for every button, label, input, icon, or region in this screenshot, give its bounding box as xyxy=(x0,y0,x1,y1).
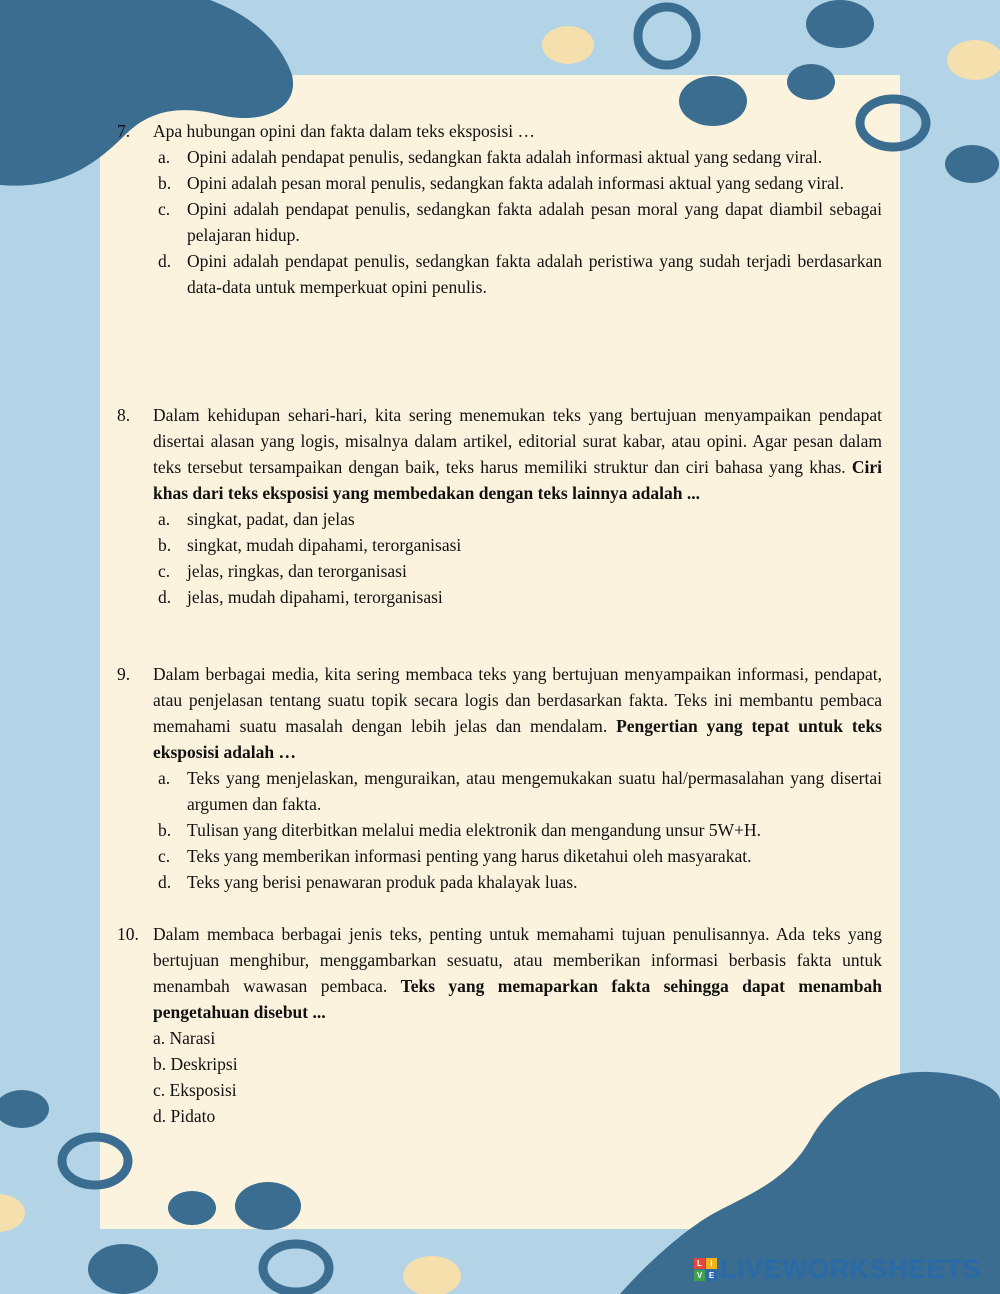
question-stem: Dalam membaca berbagai jenis teks, penting untuk memahami tujuan penulisannya. Ada teks yang bertujuan menghibur, menggambarkan sesuatu, atau memberikan informasi berbasis fakta untuk menambah wawasan pembaca. Teks yang memaparkan fakta sehingga dapat menambah pengetahuan disebut ... xyxy=(153,924,882,1022)
question-7 xyxy=(117,118,882,300)
options xyxy=(153,506,882,610)
logo-letter: I xyxy=(706,1258,717,1269)
question-9 xyxy=(117,661,882,895)
option-a[interactable]: a. Teks yang menjelaskan, menguraikan, atau mengemukakan suatu hal/permasalahan yang disertai argumen dan fakta. xyxy=(158,768,882,814)
option-c[interactable]: c. jelas, ringkas, dan terorganisasi xyxy=(158,561,407,581)
option-d[interactable]: d. Pidato xyxy=(153,1106,216,1126)
option-d[interactable]: d. jelas, mudah dipahami, terorganisasi xyxy=(158,587,443,607)
option-b[interactable]: b. Deskripsi xyxy=(153,1054,238,1074)
option-a[interactable]: a. Opini adalah pendapat penulis, sedangkan fakta adalah informasi aktual yang sedang viral. xyxy=(158,147,823,167)
question-number: 9. xyxy=(117,664,131,684)
liveworksheets-logo[interactable] xyxy=(694,1254,981,1284)
question-number: 8. xyxy=(117,405,131,425)
option-a[interactable]: a. singkat, padat, dan jelas xyxy=(158,509,355,529)
question-prompt: Ciri khas dari teks eksposisi yang membedakan dengan teks lainnya adalah ... xyxy=(153,457,882,503)
option-d[interactable]: d. Teks yang berisi penawaran produk pada khalayak luas. xyxy=(158,872,578,892)
question-number: 10. xyxy=(117,924,139,944)
option-d[interactable]: d. Opini adalah pendapat penulis, sedangkan fakta adalah peristiwa yang sudah terjadi berdasarkan data-data untuk memperkuat opini penulis. xyxy=(158,251,882,297)
question-stem: Apa hubungan opini dan fakta dalam teks eksposisi … xyxy=(153,121,536,141)
logo-letter: E xyxy=(706,1270,717,1281)
options xyxy=(153,765,882,895)
option-b[interactable]: b. singkat, mudah dipahami, terorganisasi xyxy=(158,535,462,555)
logo-wordmark: LIVEWORKSHEETS xyxy=(720,1253,981,1284)
question-prompt: Pengertian yang tepat untuk teks eksposisi adalah … xyxy=(153,716,882,762)
option-c[interactable]: c. Opini adalah pendapat penulis, sedangkan fakta adalah pesan moral yang dapat diambil sebagai pelajaran hidup. xyxy=(158,199,882,245)
question-stem: Dalam kehidupan sehari-hari, kita sering menemukan teks yang bertujuan menyampaikan pendapat disertai alasan yang logis, misalnya dalam artikel, editorial surat kabar, atau opini. Agar pesan dalam teks tersebut tersampaikan dengan baik, teks harus memiliki struktur dan ciri bahasa yang khas. Ciri khas dari teks eksposisi yang membedakan dengan teks lainnya adalah ... xyxy=(153,405,882,503)
logo-letter: V xyxy=(694,1270,705,1281)
option-c[interactable]: c. Eksposisi xyxy=(153,1080,237,1100)
question-number: 7. xyxy=(117,121,131,141)
options xyxy=(153,144,882,300)
logo-letter: L xyxy=(694,1258,705,1269)
option-b[interactable]: b. Opini adalah pesan moral penulis, sedangkan fakta adalah informasi aktual yang sedang viral. xyxy=(158,173,845,193)
options xyxy=(153,1025,882,1129)
option-b[interactable]: b. Tulisan yang diterbitkan melalui media elektronik dan mengandung unsur 5W+H. xyxy=(158,820,761,840)
option-a[interactable]: a. Narasi xyxy=(153,1028,216,1048)
question-prompt: Teks yang memaparkan fakta sehingga dapat menambah pengetahuan disebut ... xyxy=(153,976,882,1022)
logo-mark xyxy=(694,1258,717,1281)
question-stem: Dalam berbagai media, kita sering membaca teks yang bertujuan menyampaikan informasi, pendapat, atau penjelasan tentang suatu topik secara logis dan berdasarkan fakta. Teks ini membantu pembaca memahami suatu masalah dengan lebih jelas dan mendalam. Pengertian yang tepat untuk teks eksposisi adalah … xyxy=(153,664,882,762)
question-8 xyxy=(117,402,882,610)
option-c[interactable]: c. Teks yang memberikan informasi penting yang harus diketahui oleh masyarakat. xyxy=(158,846,752,866)
question-10 xyxy=(117,921,882,1129)
